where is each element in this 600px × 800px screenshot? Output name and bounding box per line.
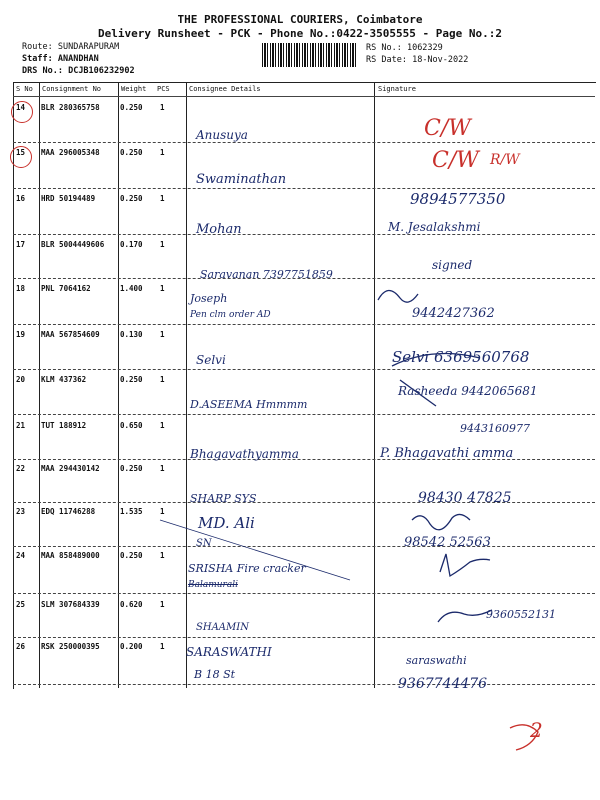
scribble-row23 (412, 514, 470, 529)
scribble-row25 (438, 610, 492, 622)
scribble-row19-swoosh (392, 354, 480, 367)
rs-no-label: RS No.: (366, 43, 402, 53)
consignee-24: SRISHA Fire cracker (188, 562, 306, 575)
row-sno: 15 (16, 148, 26, 157)
signature-16: 9894577350 (410, 190, 506, 208)
row-consignment-no: RSK 250000395 (41, 642, 100, 651)
row-pcs: 1 (160, 642, 165, 651)
signature-25: 9360552131 (486, 608, 556, 621)
row-weight: 0.250 (120, 148, 143, 157)
consignee-19: Selvi (196, 353, 226, 367)
row-consignment-no: SLM 307684339 (41, 600, 100, 609)
return-note-14: C/W (424, 116, 471, 141)
route-label: Route: (22, 42, 53, 52)
row-weight: 0.250 (120, 375, 143, 384)
rs-date-label: RS Date: (366, 55, 407, 65)
row-consignment-no: MAA 294430142 (41, 464, 100, 473)
row-consignment-no: BLR 5004449606 (41, 240, 105, 249)
row-pcs: 1 (160, 284, 165, 293)
row-weight: 0.250 (120, 464, 143, 473)
row-consignment-no: BLR 280365758 (41, 103, 100, 112)
rs-no-value: 1062329 (406, 43, 443, 53)
signature-18: 9442427362 (412, 306, 495, 321)
drs-value: DCJB106232902 (68, 66, 135, 76)
signature-22: 98430 47825 (418, 490, 512, 506)
return-note-15b: R/W (490, 152, 520, 168)
row-pcs: 1 (160, 551, 165, 560)
consignee-18b: Pen clm order AD (190, 310, 271, 320)
runsheet-subtitle: Delivery Runsheet - PCK - Phone No.:0422-3505555 - Page No.:2 (98, 27, 502, 40)
signature-21b: P. Bhagavathi amma (380, 446, 514, 461)
row-weight: 0.620 (120, 600, 143, 609)
consignee-26: SARASWATHI (186, 645, 272, 659)
row-consignment-no: PNL 7064162 (41, 284, 91, 293)
row-consignment-no: TUT 188912 (41, 421, 87, 430)
staff-label: Staff: (22, 54, 53, 64)
consignee-23b: SN (196, 538, 212, 549)
consignee-20: D.ASEEMA Hmmmm (190, 398, 308, 411)
page-mark: 2 (530, 718, 543, 742)
signature-21: 9443160977 (460, 422, 530, 435)
row-pcs: 1 (160, 375, 165, 384)
row-weight: 0.250 (120, 103, 143, 112)
row-sno: 24 (16, 551, 26, 560)
stray-line (160, 520, 350, 580)
route-value: SUNDARAPURAM (57, 42, 120, 52)
row-sno: 14 (16, 103, 26, 112)
col-sno: S No (16, 85, 33, 93)
col-consignee: Consignee Details (189, 85, 261, 93)
row-15-circle-mark (10, 146, 32, 168)
col-signature: Signature (378, 85, 416, 93)
row-14-circle-mark (11, 101, 33, 123)
drs-label: DRS No.: (22, 66, 63, 76)
row-weight: 1.535 (120, 507, 143, 516)
row-pcs: 1 (160, 103, 165, 112)
row-sno: 19 (16, 330, 26, 339)
signature-26b: 9367744476 (398, 676, 488, 692)
company-title: THE PROFESSIONAL COURIERS, Coimbatore (177, 13, 423, 26)
consignee-14: Anusuya (196, 128, 248, 142)
row-sno: 22 (16, 464, 26, 473)
row-weight: 0.200 (120, 642, 143, 651)
row-consignment-no: MAA 296005348 (41, 148, 100, 157)
col-weight: Weight (121, 85, 147, 93)
rs-date-value: 18-Nov-2022 (412, 55, 469, 65)
row-pcs: 1 (160, 421, 165, 430)
row-weight: 0.650 (120, 421, 143, 430)
return-note-15: C/W (432, 148, 479, 173)
consignee-18a: Joseph (190, 292, 228, 305)
row-pcs: 1 (160, 464, 165, 473)
col-pcs: PCS (157, 85, 170, 93)
signature-23: 98542 52563 (404, 535, 491, 550)
row-sno: 26 (16, 642, 26, 651)
row-consignment-no: MAA 567854609 (41, 330, 100, 339)
row-weight: 0.170 (120, 240, 143, 249)
row-consignment-no: MAA 858489000 (41, 551, 100, 560)
row-consignment-no: HRD 50194489 (41, 194, 96, 203)
row-sno: 21 (16, 421, 26, 430)
row-weight: 0.250 (120, 194, 143, 203)
row-weight: 0.250 (120, 551, 143, 560)
consignee-21: Bhagavathyamma (190, 447, 299, 461)
row-pcs: 1 (160, 330, 165, 339)
row-sno: 20 (16, 375, 26, 384)
consignee-22: SHARP SYS (190, 492, 257, 505)
signature-17b: signed (432, 258, 473, 272)
signature-19: Selvi 6369560768 (392, 348, 530, 366)
row-pcs: 1 (160, 507, 165, 516)
row-pcs: 1 (160, 148, 165, 157)
col-consignment: Consignment No (42, 85, 102, 93)
row-consignment-no: KLM 437362 (41, 375, 87, 384)
row-consignment-no: EDQ 11746288 (41, 507, 96, 516)
consignee-17: Saravanan 7397751859 (200, 268, 333, 281)
row-sno: 23 (16, 507, 26, 516)
row-sno: 16 (16, 194, 26, 203)
staff-value: ANANDHAN (57, 54, 99, 64)
scribble-row18 (378, 290, 418, 302)
consignee-26b: B 18 St (194, 668, 236, 681)
scribble-row20-strike (400, 380, 436, 406)
row-pcs: 1 (160, 194, 165, 203)
row-pcs: 1 (160, 240, 165, 249)
row-sno: 18 (16, 284, 26, 293)
consignee-16: Mohan (196, 222, 242, 237)
row-sno: 17 (16, 240, 26, 249)
consignee-25: SHAAMIN (196, 622, 249, 633)
row-weight: 1.400 (120, 284, 143, 293)
consignee-24b: Balamurali (188, 580, 238, 590)
consignee-23: MD. Ali (198, 514, 255, 532)
row-pcs: 1 (160, 600, 165, 609)
consignee-15: Swaminathan (196, 172, 287, 187)
scribble-row24 (440, 554, 490, 576)
signature-17: M. Jesalakshmi (388, 220, 481, 234)
signature-26: saraswathi (406, 654, 467, 667)
row-sno: 25 (16, 600, 26, 609)
row-weight: 0.130 (120, 330, 143, 339)
signature-20: Rasheeda 9442065681 (398, 384, 538, 398)
